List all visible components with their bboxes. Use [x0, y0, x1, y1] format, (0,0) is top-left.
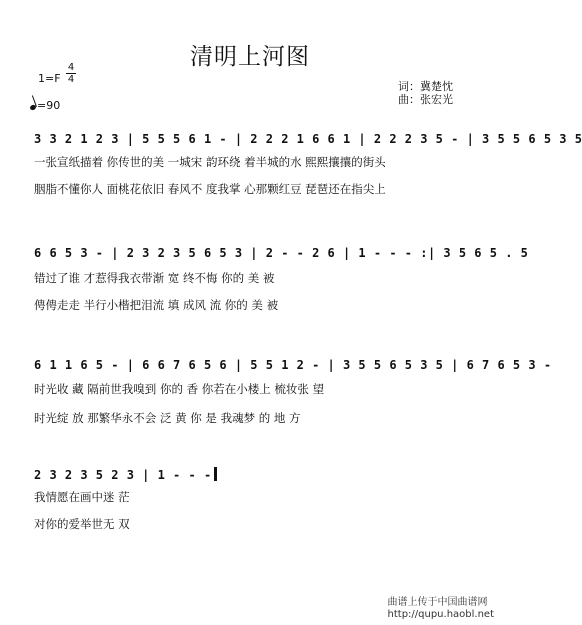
lyrics-row-4-verse-2: 对你的爱举世无 双: [34, 517, 130, 531]
watermark-line-1: 曲谱上传于中国曲谱网: [387, 597, 488, 608]
time-signature: [66, 63, 76, 85]
notation-row-2: 6 6 5 3 - | 2 3 2 3 5 6 5 3 | 2 - - 2 6 | 1 - - - :| 3 5 6 5 . 5: [34, 246, 529, 260]
lyrics-row-4-verse-1: 我情愿在画中迷 茫: [34, 490, 130, 504]
notation-row-4-text: 2 3 2 3 5 2 3 | 1 - - -: [34, 468, 212, 482]
lyrics-row-3-verse-1: 时光收 藏 隔前世我嗅到 你的 香 你若在小楼上 梳妆张 望: [34, 382, 325, 396]
tempo-value: =90: [37, 99, 61, 112]
composer-credit: 曲：张宏光: [398, 93, 453, 106]
lyrics-row-2-verse-1: 错过了谁 才惹得我衣带渐 宽 终不悔 你的 美 被: [34, 271, 275, 285]
lyrics-row-3-verse-2: 时光绽 放 那繁华永不会 泛 黄 你 是 我魂梦 的 地 方: [34, 411, 301, 425]
lyrics-row-2-verse-2: 俜俜走走 半行小楷把泪流 填 成风 流 你的 美 被: [34, 298, 279, 312]
lyricist-credit: 词：冀楚忱: [398, 80, 453, 93]
notation-row-3: 6 1 1 6 5 - | 6 6 7 6 5 6 | 5 5 1 2 - | 3 5 5 6 5 3 5 | 6 7 6 5 3 -: [34, 358, 552, 372]
page-title: 清明上河图: [190, 44, 310, 70]
notation-row-1: 3 3 2 1 2 3 | 5 5 5 6 1 - | 2 2 2 1 6 6 1 | 2 2 2 3 5 - | 3 5 5 6 5 3 5: [34, 132, 582, 146]
watermark-line-2: http://qupu.haobl.net: [387, 609, 494, 620]
watermark: [388, 597, 494, 621]
key-signature: 1=F: [38, 72, 61, 85]
final-barline: [214, 467, 217, 481]
quarter-note-icon: [29, 104, 36, 111]
credits: [398, 80, 453, 106]
time-signature-denominator: 4: [67, 74, 75, 85]
lyrics-row-1-verse-1: 一张宣纸描着 你传世的美 一城宋 韵环绕 着半城的水 熙熙攘攘的街头: [34, 155, 386, 169]
tempo-marking: [30, 99, 60, 112]
lyrics-row-1-verse-2: 胭脂不懂你人 面桃花依旧 春风不 度我掌 心那颗红豆 琵琶还在指尖上: [34, 182, 386, 196]
notation-row-4: [34, 467, 217, 482]
time-signature-numerator: 4: [67, 62, 75, 73]
